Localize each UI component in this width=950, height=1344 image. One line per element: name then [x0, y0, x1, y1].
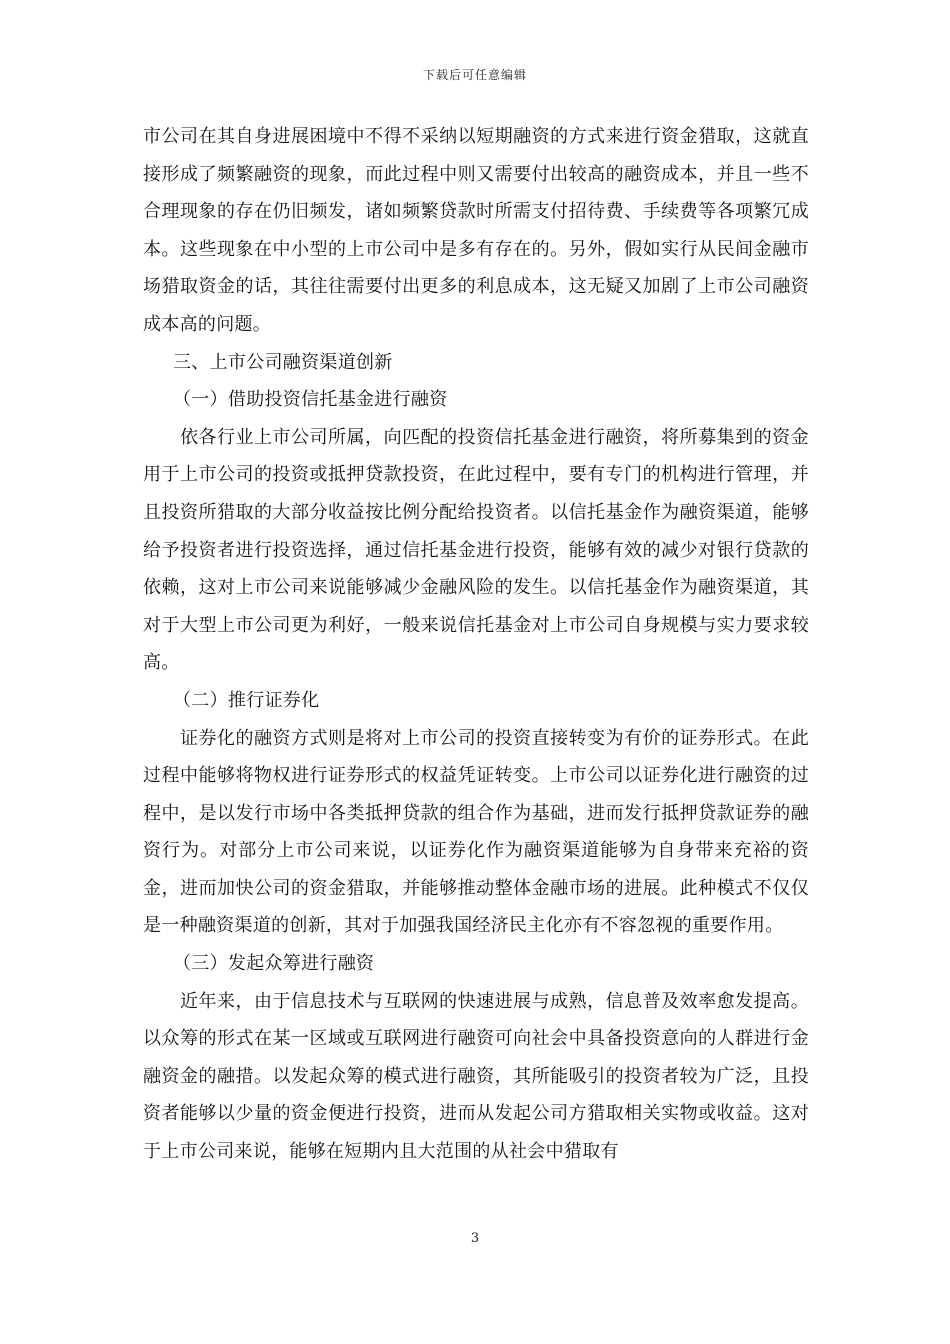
subsection-heading-3: （三）发起众筹进行融资	[173, 953, 375, 975]
page-header: 下载后可任意编辑	[422, 68, 527, 82]
paragraph-securitization: 证券化的融资方式则是将对上市公司的投资直接转变为有价的证券形式。在此过程中能够将物权进行证券形式的权益凭证转变。上市公司以证券化进行融资的过程中，是以发行市场中各类抵押贷款的组合作为基础，进而发行抵押贷款证券的融资行为。对部分上市公司来说，以证券化作为融资渠道能够为自身带来充裕的资金，进而加快公司的资金猎取，并能够推动整体金融市场的进展。此种模式不仅仅是一种融资渠道的创新，其对于加强我国经济民主化亦有不容忽视的重要作用。	[143, 727, 809, 937]
subsection-heading-1: （一）借助投资信托基金进行融资	[173, 389, 448, 411]
paragraph-crowdfunding: 近年来，由于信息技术与互联网的快速进展与成熟，信息普及效率愈发提高。以众筹的形式在某一区域或互联网进行融资可向社会中具备投资意向的人群进行金融资金的融措。以发起众筹的模式进行融资，其所能吸引的投资者较为广泛，且投资者能够以少量的资金便进行投资，进而从发起公司方猎取相关实物或收益。这对于上市公司来说，能够在短期内且大范围的从社会中猎取有	[143, 990, 809, 1163]
section-heading: 三、上市公司融资渠道创新	[173, 351, 393, 373]
paragraph-continued: 市公司在其自身进展困境中不得不采纳以短期融资的方式来进行资金猎取，这就直接形成了频繁融资的现象，而此过程中则又需要付出较高的融资成本，并且一些不合理现象的存在仍旧频发，诸如频繁贷款时所需支付招待费、手续费等各项繁冗成本。这些现象在中小型的上市公司中是多有存在的。另外，假如实行从民间金融市场猎取资金的话，其往往需要付出更多的利息成本，这无疑又加剧了上市公司融资成本高的问题。	[143, 126, 809, 335]
page-number: 3	[470, 1231, 480, 1246]
subsection-heading-2: （二）推行证券化	[173, 689, 320, 711]
paragraph-trust-fund: 依各行业上市公司所属，向匹配的投资信托基金进行融资，将所募集到的资金用于上市公司的投资或抵押贷款投资，在此过程中，要有专门的机构进行管理，并且投资所猎取的大部分收益按比例分配给投资者。以信托基金作为融资渠道，能够给予投资者进行投资选择，通过信托基金进行投资，能够有效的减少对银行贷款的依赖，这对上市公司来说能够减少金融风险的发生。以信托基金作为融资渠道，其对于大型上市公司更为利好，一般来说信托基金对上市公司自身规模与实力要求较高。	[143, 426, 809, 674]
document-body	[143, 118, 809, 1171]
